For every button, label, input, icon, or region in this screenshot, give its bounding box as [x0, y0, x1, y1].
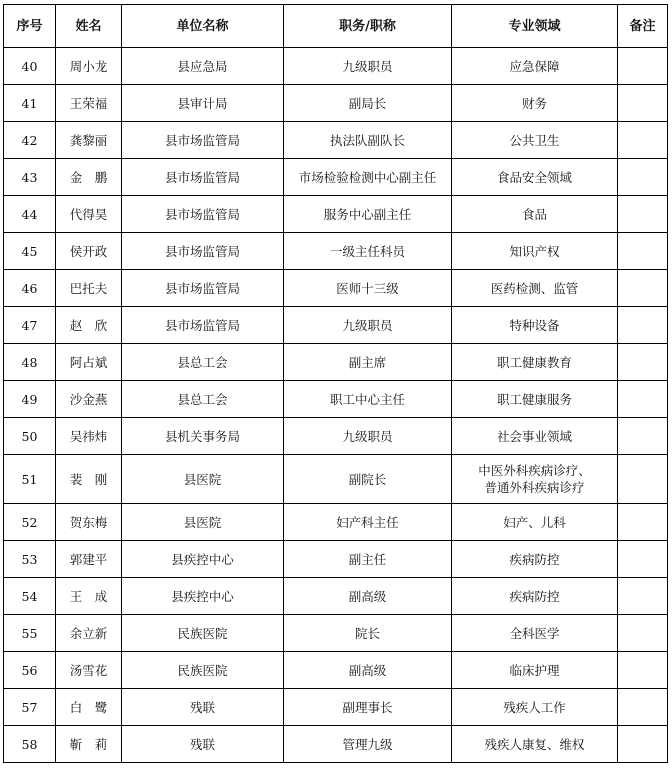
cell-unit: 县机关事务局 [122, 418, 284, 455]
cell-name: 侯开政 [56, 233, 122, 270]
cell-no: 49 [4, 381, 56, 418]
cell-unit: 县市场监管局 [122, 122, 284, 159]
cell-no: 51 [4, 455, 56, 504]
cell-title: 副主席 [284, 344, 452, 381]
cell-title: 副高级 [284, 652, 452, 689]
cell-field [452, 270, 618, 307]
cell-unit: 县市场监管局 [122, 270, 284, 307]
cell-name: 白 鹭 [56, 689, 122, 726]
cell-field [452, 159, 618, 196]
cell-unit: 县应急局 [122, 48, 284, 85]
table-row [4, 381, 668, 418]
cell-field [452, 344, 618, 381]
cell-name: 贺东梅 [56, 504, 122, 541]
table-row [4, 726, 668, 763]
cell-no: 42 [4, 122, 56, 159]
cell-title: 职工中心主任 [284, 381, 452, 418]
cell-title: 副高级 [284, 578, 452, 615]
cell-title: 服务中心副主任 [284, 196, 452, 233]
cell-note [618, 578, 668, 615]
header-unit: 单位名称 [122, 5, 284, 48]
cell-field [452, 85, 618, 122]
cell-title: 管理九级 [284, 726, 452, 763]
cell-field [452, 122, 618, 159]
header-name: 姓名 [56, 5, 122, 48]
table-row [4, 233, 668, 270]
table-row [4, 578, 668, 615]
cell-field-line: 疾病防控 [509, 551, 560, 567]
cell-no: 48 [4, 344, 56, 381]
cell-field-line: 应急保障 [509, 58, 560, 74]
cell-name: 郭建平 [56, 541, 122, 578]
cell-field [452, 307, 618, 344]
cell-no: 53 [4, 541, 56, 578]
cell-field-line: 残疾人工作 [503, 699, 566, 715]
cell-title: 副理事长 [284, 689, 452, 726]
cell-note [618, 418, 668, 455]
cell-field-line: 中医外科疾病诊疗、 [478, 463, 591, 478]
cell-field-line: 临床护理 [509, 662, 560, 678]
cell-unit: 县市场监管局 [122, 233, 284, 270]
cell-no: 58 [4, 726, 56, 763]
cell-title: 九级职员 [284, 48, 452, 85]
cell-field-line: 公共卫生 [509, 132, 560, 148]
table-body [4, 48, 668, 763]
cell-title: 副主任 [284, 541, 452, 578]
cell-no: 56 [4, 652, 56, 689]
cell-title: 九级职员 [284, 307, 452, 344]
cell-title: 副局长 [284, 85, 452, 122]
cell-note [618, 455, 668, 504]
cell-name: 金 鹏 [56, 159, 122, 196]
header-row [4, 5, 668, 48]
cell-note [618, 652, 668, 689]
cell-note [618, 689, 668, 726]
cell-unit: 县医院 [122, 455, 284, 504]
cell-name: 王 成 [56, 578, 122, 615]
cell-note [618, 270, 668, 307]
cell-no: 44 [4, 196, 56, 233]
cell-field [452, 615, 618, 652]
cell-name: 汤雪花 [56, 652, 122, 689]
cell-no: 50 [4, 418, 56, 455]
cell-note [618, 159, 668, 196]
cell-name: 巴托夫 [56, 270, 122, 307]
cell-field [452, 455, 618, 504]
cell-title: 妇产科主任 [284, 504, 452, 541]
cell-title: 市场检验检测中心副主任 [284, 159, 452, 196]
roster-table [3, 4, 668, 763]
cell-name: 代得昊 [56, 196, 122, 233]
cell-field [452, 381, 618, 418]
table-row [4, 652, 668, 689]
cell-field [452, 233, 618, 270]
cell-field-line: 职工健康教育 [496, 354, 572, 370]
table-row [4, 455, 668, 504]
cell-name: 靳 莉 [56, 726, 122, 763]
cell-no: 55 [4, 615, 56, 652]
cell-name: 赵 欣 [56, 307, 122, 344]
cell-unit: 县医院 [122, 504, 284, 541]
cell-unit: 县审计局 [122, 85, 284, 122]
cell-field [452, 504, 618, 541]
cell-unit: 残联 [122, 726, 284, 763]
cell-name: 龚黎丽 [56, 122, 122, 159]
cell-note [618, 541, 668, 578]
cell-field-line: 疾病防控 [509, 588, 560, 604]
cell-field-line: 食品 [521, 206, 547, 222]
cell-field-line: 食品安全领域 [496, 169, 572, 185]
cell-unit: 县市场监管局 [122, 159, 284, 196]
cell-field [452, 578, 618, 615]
cell-unit: 县市场监管局 [122, 307, 284, 344]
cell-field-line: 普通外科疾病诊疗 [484, 480, 585, 495]
cell-field [452, 726, 618, 763]
cell-unit: 县总工会 [122, 381, 284, 418]
cell-field [452, 418, 618, 455]
cell-note [618, 307, 668, 344]
cell-title: 医师十三级 [284, 270, 452, 307]
cell-field-line: 职工健康服务 [496, 391, 572, 407]
cell-no: 47 [4, 307, 56, 344]
table-row [4, 344, 668, 381]
cell-field [452, 196, 618, 233]
cell-name: 王荣福 [56, 85, 122, 122]
header-title: 职务/职称 [284, 5, 452, 48]
cell-unit: 残联 [122, 689, 284, 726]
table-row [4, 270, 668, 307]
cell-title: 九级职员 [284, 418, 452, 455]
cell-field-line: 社会事业领域 [496, 428, 572, 444]
cell-name: 裴 刚 [56, 455, 122, 504]
header-note: 备注 [618, 5, 668, 48]
cell-field [452, 541, 618, 578]
cell-no: 46 [4, 270, 56, 307]
cell-field-line: 医药检测、监管 [490, 280, 579, 296]
table-row [4, 541, 668, 578]
table-row [4, 196, 668, 233]
cell-note [618, 196, 668, 233]
cell-title: 副院长 [284, 455, 452, 504]
cell-field-line: 财务 [521, 95, 547, 111]
table-row [4, 122, 668, 159]
cell-name: 吴祎炜 [56, 418, 122, 455]
cell-field [452, 689, 618, 726]
cell-note [618, 726, 668, 763]
cell-field [452, 48, 618, 85]
table-row [4, 159, 668, 196]
cell-unit: 民族医院 [122, 615, 284, 652]
cell-no: 54 [4, 578, 56, 615]
table-row [4, 48, 668, 85]
cell-field [452, 652, 618, 689]
cell-unit: 民族医院 [122, 652, 284, 689]
cell-name: 沙金燕 [56, 381, 122, 418]
cell-note [618, 344, 668, 381]
cell-unit: 县总工会 [122, 344, 284, 381]
table-row [4, 504, 668, 541]
cell-field-line: 知识产权 [509, 243, 560, 259]
table-row [4, 418, 668, 455]
cell-no: 57 [4, 689, 56, 726]
cell-title: 院长 [284, 615, 452, 652]
cell-no: 40 [4, 48, 56, 85]
cell-unit: 县市场监管局 [122, 196, 284, 233]
table-row [4, 85, 668, 122]
cell-no: 45 [4, 233, 56, 270]
cell-note [618, 504, 668, 541]
cell-name: 周小龙 [56, 48, 122, 85]
cell-unit: 县疾控中心 [122, 578, 284, 615]
table-row [4, 689, 668, 726]
cell-note [618, 615, 668, 652]
cell-title: 一级主任科员 [284, 233, 452, 270]
cell-no: 43 [4, 159, 56, 196]
header-no: 序号 [4, 5, 56, 48]
table-row [4, 615, 668, 652]
cell-title: 执法队副队长 [284, 122, 452, 159]
cell-unit: 县疾控中心 [122, 541, 284, 578]
cell-field-line: 全科医学 [509, 625, 560, 641]
cell-no: 52 [4, 504, 56, 541]
cell-no: 41 [4, 85, 56, 122]
cell-note [618, 48, 668, 85]
cell-name: 阿占斌 [56, 344, 122, 381]
cell-field-line: 特种设备 [509, 317, 560, 333]
cell-name: 余立新 [56, 615, 122, 652]
cell-note [618, 233, 668, 270]
cell-note [618, 381, 668, 418]
cell-field-line: 妇产、儿科 [503, 514, 566, 530]
header-field: 专业领域 [452, 5, 618, 48]
cell-note [618, 85, 668, 122]
table-row [4, 307, 668, 344]
cell-note [618, 122, 668, 159]
cell-field-line: 残疾人康复、维权 [484, 736, 585, 752]
